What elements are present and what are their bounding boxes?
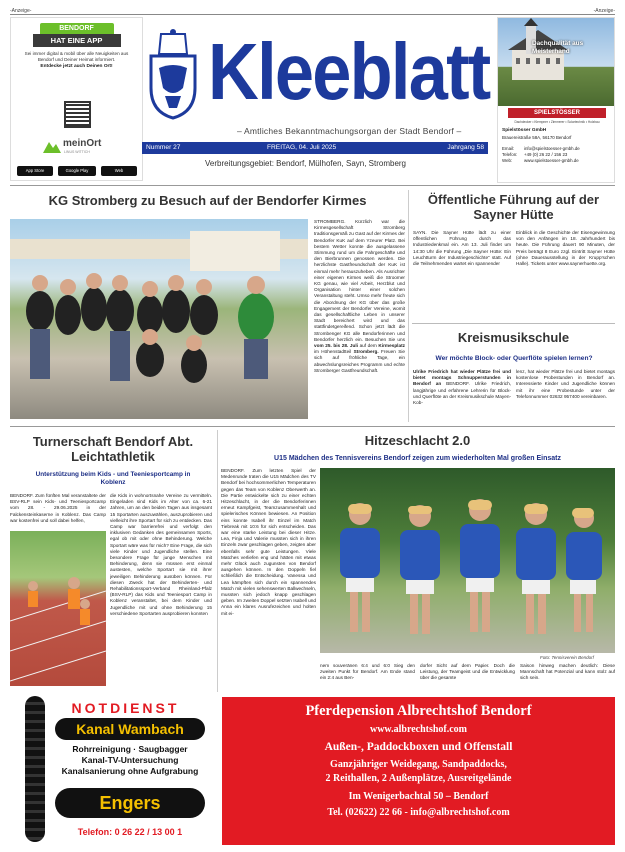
app-ad-brand: meinOrt xyxy=(63,138,102,149)
tennis-team-photo xyxy=(320,468,615,653)
right-ad-email[interactable]: info@spielstoesser-gmbh.de xyxy=(524,146,580,151)
app-ad-cta: Entdecke jetzt auch Deinen Ort! xyxy=(40,64,113,70)
spielstoesser-ad[interactable] xyxy=(497,17,615,183)
app-ad-body: Sei immer digital & mobil über alle Neuigkeiten aus Bendorf und Deiner Heimat informiert. xyxy=(24,51,129,62)
masthead-subtitle: – Amtliches Bekanntmachungsorgan der Stadt Bendorf – xyxy=(237,126,462,136)
coat-of-arms-icon xyxy=(147,28,199,120)
photo-caption: Foto: Tennisverein Bendorf xyxy=(540,655,594,660)
albrechtshof-ad[interactable] xyxy=(222,697,615,845)
app-ad-brand-sub: LINUS WITTICH xyxy=(64,150,90,154)
article4-col1: BENDORF. Zum fünften Mal veranstaltete der BSV-RLP sein Kids- und Teeniesportcamp vom 28. - 29.06.2025 in der Falckensteinkaserne in Koblenz. Das Camp war kostenfrei und soll dabei helfen, xyxy=(10,493,106,523)
app-ad[interactable] xyxy=(10,17,143,181)
article5-col3: dorfer Sicht auf dem Papier. Doch die Leistung, der Teamgeist und die Entwicklung über die gesamte xyxy=(420,663,515,681)
right-ad-tagline: Dachqualität aus Meisterhand xyxy=(532,40,584,55)
article5-col2: nem souveränen 6:4 und 6:0 Sieg den zweiten Punkt für Bendorf. Am Ende stand ein 2:4 aus Ben- xyxy=(320,663,415,681)
right-ad-web[interactable]: www.spielstoesser-gmbh.de xyxy=(524,158,579,163)
distribution-area: Verbreitungsgebiet: Bendorf, Mülhofen, Sayn, Stromberg xyxy=(205,159,407,168)
albrechtshof-line5[interactable]: Tel. (02622) 22 66 - info@albrechtshof.com xyxy=(327,807,510,818)
spielstoesser-logo: SPIELSTÖSSER xyxy=(508,108,606,118)
web-button[interactable]: Web xyxy=(101,166,137,176)
app-ad-title: BENDORF xyxy=(40,23,114,34)
article5-subhead: U15 Mädchen des Tennisvereins Bendorf zeigen zum wiederholten Mal großen Einsatz xyxy=(274,455,561,462)
article1-headline: KG Stromberg zu Besuch auf der Bendorfer Kirmes xyxy=(48,193,367,208)
google-play-button[interactable]: Google Play xyxy=(58,166,96,176)
app-store-button[interactable]: App Store xyxy=(17,166,53,176)
albrechtshof-title: Pferdepension Albrechtshof Bendorf xyxy=(305,703,532,719)
article3-col1: Ulrike Friedrich hat wieder Plätze frei und bietet montags Schnupperstunden in Bendorf an BENDORF. Ulrike Friedrich, langjährige und erfahrene Lehrerin für Block- und Querflöte an der Kreismusikschule Mayen-Kob- xyxy=(413,369,511,406)
issue-date: FREITAG, 04. Juli 2025 xyxy=(267,144,337,151)
anzeige-label-left: -Anzeige- xyxy=(10,8,32,14)
notdienst-label: NOTDIENST xyxy=(71,700,180,716)
kanal-wambach-ad[interactable] xyxy=(25,696,208,846)
email-label: Email: xyxy=(502,146,515,151)
article5-headline: Hitzeschlacht 2.0 xyxy=(364,433,471,448)
kanal-wambach-name: Kanal Wambach xyxy=(55,718,205,740)
albrechtshof-line3: 2 Reithallen, 2 Außenplätze, Ausreitgelände xyxy=(325,773,512,784)
masthead-title: Kleeblatt xyxy=(208,27,490,116)
pipe-left-icon xyxy=(25,696,45,842)
app-ad-subtitle: HAT EINE APP xyxy=(33,34,121,47)
kanal-phone[interactable]: Telefon: 0 26 22 / 13 00 1 xyxy=(77,827,183,837)
meinort-logo-icon xyxy=(43,139,61,153)
right-ad-company: Spielstösser GmbH xyxy=(502,128,547,133)
right-ad-services: Dachdecker • Klempner • Zimmerer • Solartechnik • Holzbau xyxy=(514,120,600,124)
albrechtshof-line2: Ganzjähriger Weidegang, Sandpaddocks, xyxy=(330,759,507,770)
qr-code[interactable] xyxy=(64,101,91,128)
kanal-line1: Rohrreinigung · Saugbagger xyxy=(72,744,188,754)
article4-headline: Turnerschaft Bendorf Abt. Leichtathletik xyxy=(32,434,194,464)
article5-col1: BENDORF. Zum letzten Spiel der Medenrunde traten die U15 Mädchen des TV Bendorf bei hochsommerlichen Temperaturen gegen das Team von Koblenz Oberwerth an. Die Partie entwickelte sich zu einer echten Hitzeschlacht, in der die Bendorferinnen erneut Kampfgeist, Teamzusammenhalt und spielerisches Können bewiesen. An Position eins konnte Isabell ihr Einzel im Match Tiebreak mit 10:6 für sich entscheiden. Das war eine starke Leistung bei dieser Hitze. Lea, Finja und Valerie mussten sich in ihren Einzeln zwar geschlagen geben, zeigten aber ebenfalls sehr gute Leistungen. Viele Matches verliefen eng und hätten mit etwas mehr Glück auch zugunsten von Bendorf ausgehen können. In den Doppeln fiel schließlich die Entscheidung. Vanessa und Lea kämpften sich durch ein spannendes Match mit vielen sehenswerten Ballwechseln, mussten sich jedoch knapp geschlagen geben. Im zweiten Doppel setzten Isabell und Anna ein klares Ausrufezeichen und holten mit ei- xyxy=(221,468,316,616)
kanal-city: Engers xyxy=(55,788,205,818)
albrechtshof-line4: Im Wenigerbachtal 50 – Bendorf xyxy=(348,791,489,802)
issue-volume: Jahrgang 58 xyxy=(447,144,484,151)
anzeige-label-right: -Anzeige- xyxy=(593,8,615,14)
article2-headline: Öffentliche Führung auf der Sayner Hütte xyxy=(427,192,600,222)
article4-subhead: Unterstützung beim Kids - und Teeniesportcamp in Koblenz xyxy=(35,471,191,486)
right-ad-phone[interactable]: +49 (0) 26 22 / 156 23 xyxy=(524,152,568,157)
article2-col2: Einblick in die Geschichte der Eisengewinnung von den Anfängen im 18. Jahrhundert bis heute. Die Führung dauert 90 Minuten, der Preis beträgt 8 Euro zzgl. Eintritt Sayner Hütte (ohne Dauerausstellung in der Krupp'schen Halle). Tickets unter www.saynerhuette.org. xyxy=(516,230,615,267)
right-ad-address: Brauereistraße 58A, 56170 Bendorf xyxy=(502,135,572,140)
kanal-line2: Kanal-TV-Untersuchung xyxy=(81,755,179,765)
article3-subhead: Wer möchte Block- oder Querflöte spielen lernen? xyxy=(435,355,593,362)
issue-bar xyxy=(142,142,488,154)
article3-col2: lenz, hat wieder Plätze frei und bietet montags kostenlose Probestunden in Bendorf an. Interessierte Kinder und Jugendliche können mit ihr eine Probestunde unter der Telefonnummer 02632 957400 vereinbaren. xyxy=(516,369,615,399)
kanal-line3: Kanalsanierung ohne Aufgrabung xyxy=(61,766,199,776)
article5-col4: Saison hinweg machen deutlich: Diese Mannschaft hat Potenzial und kann stolz auf sich sein. xyxy=(520,663,615,681)
kirmes-group-photo xyxy=(10,219,308,419)
article1-text: STROMBERG. Kürzlich war die Kirmesgesellschaft Stromberg traditionsgemäß zu Gast auf der Kirmes der Bendorfer KuK auf dem Yzeurer Platz. Bei bestem Wetter konnte die ausgelassene Stimmung rund um die Fahrgeschäfte und den Bierbrunnen genossen werden. Die herzlichste Gastfreundschaft der KuK ist einmal mehr herauszuheben. Als Ausrichter einer eigenen Kirmes weiß die Stroomer KG genau, wie viel Arbeit, Herzblut und Organisation hinter einer solchen Veranstaltung steht. Umso mehr freute sich die Abordnung der KG über das große Engagement der Bendorfer Vereine, womit das gesellschaftliche Leben in unserer Stadt bereichert wird und das stattfindetgereifend. Schon jetzt lädt die Strombenger KG alle Bendorferinnen und Bendorfer herzlich ein. Besuchen Sie uns vom 25. bis 28. Juli auf dem Kirmesplatz im Höhenstadtteil Stromberg. Freuen Sie sich auf fröhliche Tage, ein abwechslungsreiches Programm und echte Stromberger Gastfreundschaft. xyxy=(314,219,405,373)
phone-label: Telefon: xyxy=(502,152,518,157)
article3-headline: Kreismusikschule xyxy=(457,330,570,345)
issue-number: Nummer 27 xyxy=(146,144,181,151)
article4-col2: die Kids in wohnortsnahe Vereine zu vermitteln. Eingeladen sind Kids im Alter von ca. 6-21 Jahren, um an den beiden Tagen aus insgesamt 15 Sportarten auszuwählen, auszuprobieren und vielleicht ihre Sportart für sich zu entdecken. Das Camp war barrierefrei und verfolgt den inklusiven Gedanken des gemeinsamen Sports, egal ob mit oder ohne Behinderung. Welche Sportart wäre was für mich? Eine Frage, die sich viele Kinder und Jugendliche stellen. Eine besondere Frage für junge Menschen mit Behinderung, denn sie müssen erst einmal austesten, welche Sportart sie mit ihrer jeweiligen Behinderung ausüben können. Für diesen Zweck hat der Behinderten- und Rehabilitationssport-Verband Rheinland-Pfalz (BSV-RLP) das Kids und Teeniesport Camp in Koblenz veranstaltet, bei dem Kinder und Jugendliche mit und ohne Behinderung 15 verschiedene Sportarten ausprobieren konnten xyxy=(110,493,212,616)
sportcamp-photo xyxy=(10,531,106,686)
castle-photo xyxy=(498,18,615,106)
albrechtshof-line1: Außen-, Paddockboxen und Offenstall xyxy=(324,741,513,753)
web-label: Web: xyxy=(502,158,513,163)
albrechtshof-web[interactable]: www.albrechtshof.com xyxy=(369,724,468,735)
article2-col1: SAYN. Die Sayner Hütte lädt zu einer öffentlichen Führung durch das Industriedenkmal ein. Am 13. Juli findet um 14:30 Uhr die Führung „Die Sayner Hütte: Ein Leuchtturm der Industriegeschichte“ statt. Auf die Teilnehmenden wartet ein spannender xyxy=(413,230,511,267)
